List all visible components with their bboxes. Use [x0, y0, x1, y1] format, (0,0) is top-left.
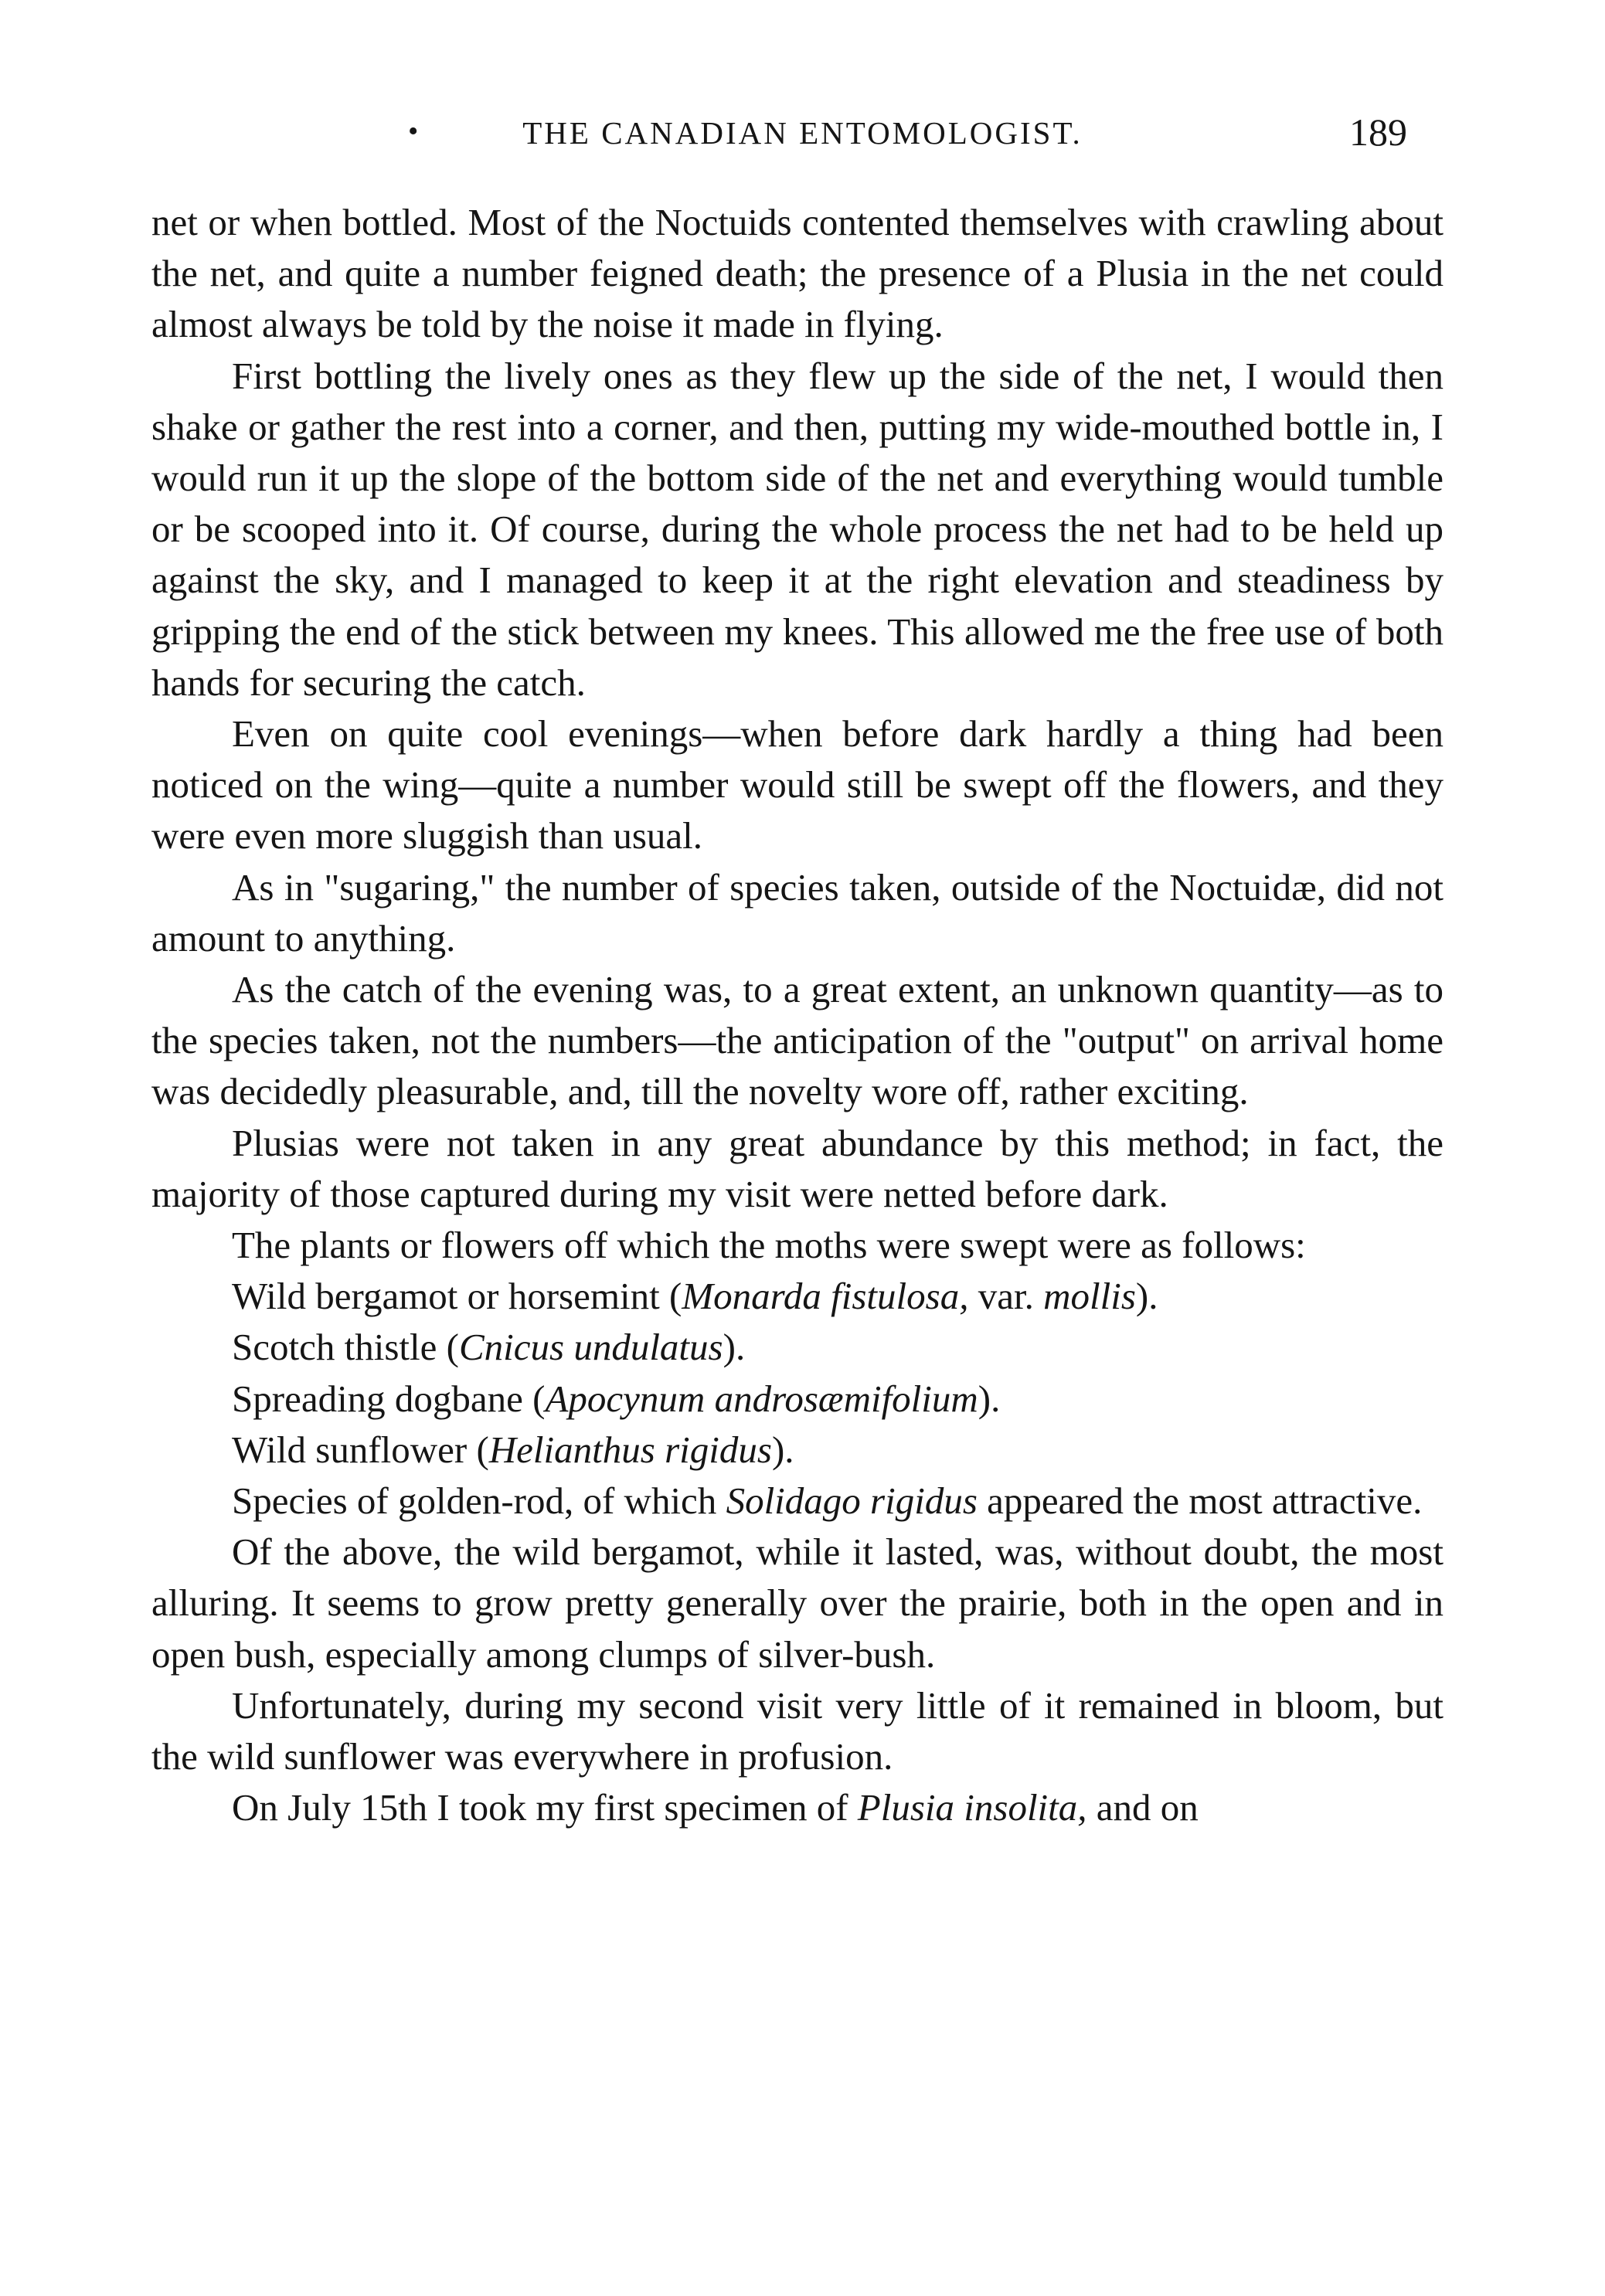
plant-common-name: Spreading dogbane (	[232, 1377, 546, 1420]
plant-close-paren: ).	[723, 1326, 746, 1369]
plant-list-item	[151, 1271, 1443, 1322]
plant-species-name: Apocynum androsæmifolium	[545, 1377, 978, 1420]
plant-common-name: Wild sunflower (	[232, 1428, 489, 1471]
paragraph-6: Plusias were not taken in any great abundance by this method; in fact, the majority of those captured during my visit were netted before dark.	[151, 1121, 1443, 1215]
plant-common-name: Scotch thistle (	[232, 1326, 459, 1369]
page-number: 189	[1349, 110, 1407, 154]
species-name: Plusia insolita,	[857, 1786, 1087, 1829]
paragraph-10: Unfortunately, during my second visit very little of it remained in bloom, but the wild sunflower was everywhere in profusion.	[151, 1683, 1443, 1778]
plant-common-name: Wild bergamot or horsemint (	[232, 1275, 682, 1318]
plant-close-paren: ).	[978, 1377, 1001, 1420]
paragraph-1: net or when bottled. Most of the Noctuids contented themselves with crawling about the net, and quite a number feigned death; the presence of a Plusia in the net could almost always be told by the noise it made in flying.	[151, 201, 1443, 346]
plant-species-name: Helianthus rigidus	[488, 1428, 772, 1471]
running-title: THE CANADIAN ENTOMOLOGIST.	[522, 115, 1083, 151]
plant-close-paren: ).	[771, 1428, 794, 1471]
paragraph-7: The plants or flowers off which the moths were swept were as follows:	[232, 1224, 1306, 1267]
paragraph-4: As in "sugaring," the number of species taken, outside of the Noctuidæ, did not amount to anything.	[151, 865, 1443, 959]
paragraph-11-text: On July 15th I took my first specimen of	[232, 1786, 858, 1829]
paragraph-8-text-end: appeared the most attractive.	[977, 1479, 1423, 1523]
header-bullet: •	[408, 115, 419, 148]
paragraph-9: Of the above, the wild bergamot, while it lasted, was, without doubt, the most alluring. It seems to grow pretty generally over the prairie, both in the open and in open bush, especially among clumps of silver-bush.	[151, 1530, 1443, 1676]
plant-list-item	[151, 1322, 1443, 1373]
plant-species-name: Cnicus undulatus	[458, 1326, 723, 1369]
paragraph-8-text: Species of golden-rod, of which	[232, 1479, 726, 1523]
paragraph-8	[151, 1476, 1443, 1527]
plant-species-name: Monarda fistulosa,	[682, 1275, 969, 1318]
paragraph-3: Even on quite cool evenings—when before dark hardly a thing had been noticed on the wing—quite a number would still be swept off the flowers, and they were even more sluggish than usual.	[151, 712, 1443, 858]
running-header	[0, 110, 1605, 168]
plant-list-item	[151, 1374, 1443, 1425]
plant-variety-label: var.	[968, 1275, 1044, 1318]
plant-variety-name: mollis	[1043, 1275, 1136, 1318]
paragraph-11	[151, 1782, 1443, 1833]
plant-close-paren: ).	[1135, 1275, 1158, 1318]
paragraph-11-text-end: and on	[1086, 1786, 1199, 1829]
paragraph-2: First bottling the lively ones as they flew up the side of the net, I would then shake or gather the rest into a corner, and then, putting my wide-mouthed bottle in, I would run it up the slope of the bottom side of the net and everything would tumble or be scooped into it. Of course, during the whole process the net had to be held up against the sky, and I managed to keep it at the right elevation and steadiness by gripping the end of the stick between my knees. This allowed me the free use of both hands for securing the catch.	[151, 354, 1443, 704]
paragraph-5: As the catch of the evening was, to a great extent, an unknown quantity—as to the species taken, not the numbers—the anticipation of the "output" on arrival home was decidedly pleasurable, and, till the novelty wore off, rather exciting.	[151, 968, 1443, 1113]
body-text	[151, 197, 1443, 1834]
plant-list-item	[151, 1425, 1443, 1476]
species-name: Solidago rigidus	[726, 1479, 978, 1523]
